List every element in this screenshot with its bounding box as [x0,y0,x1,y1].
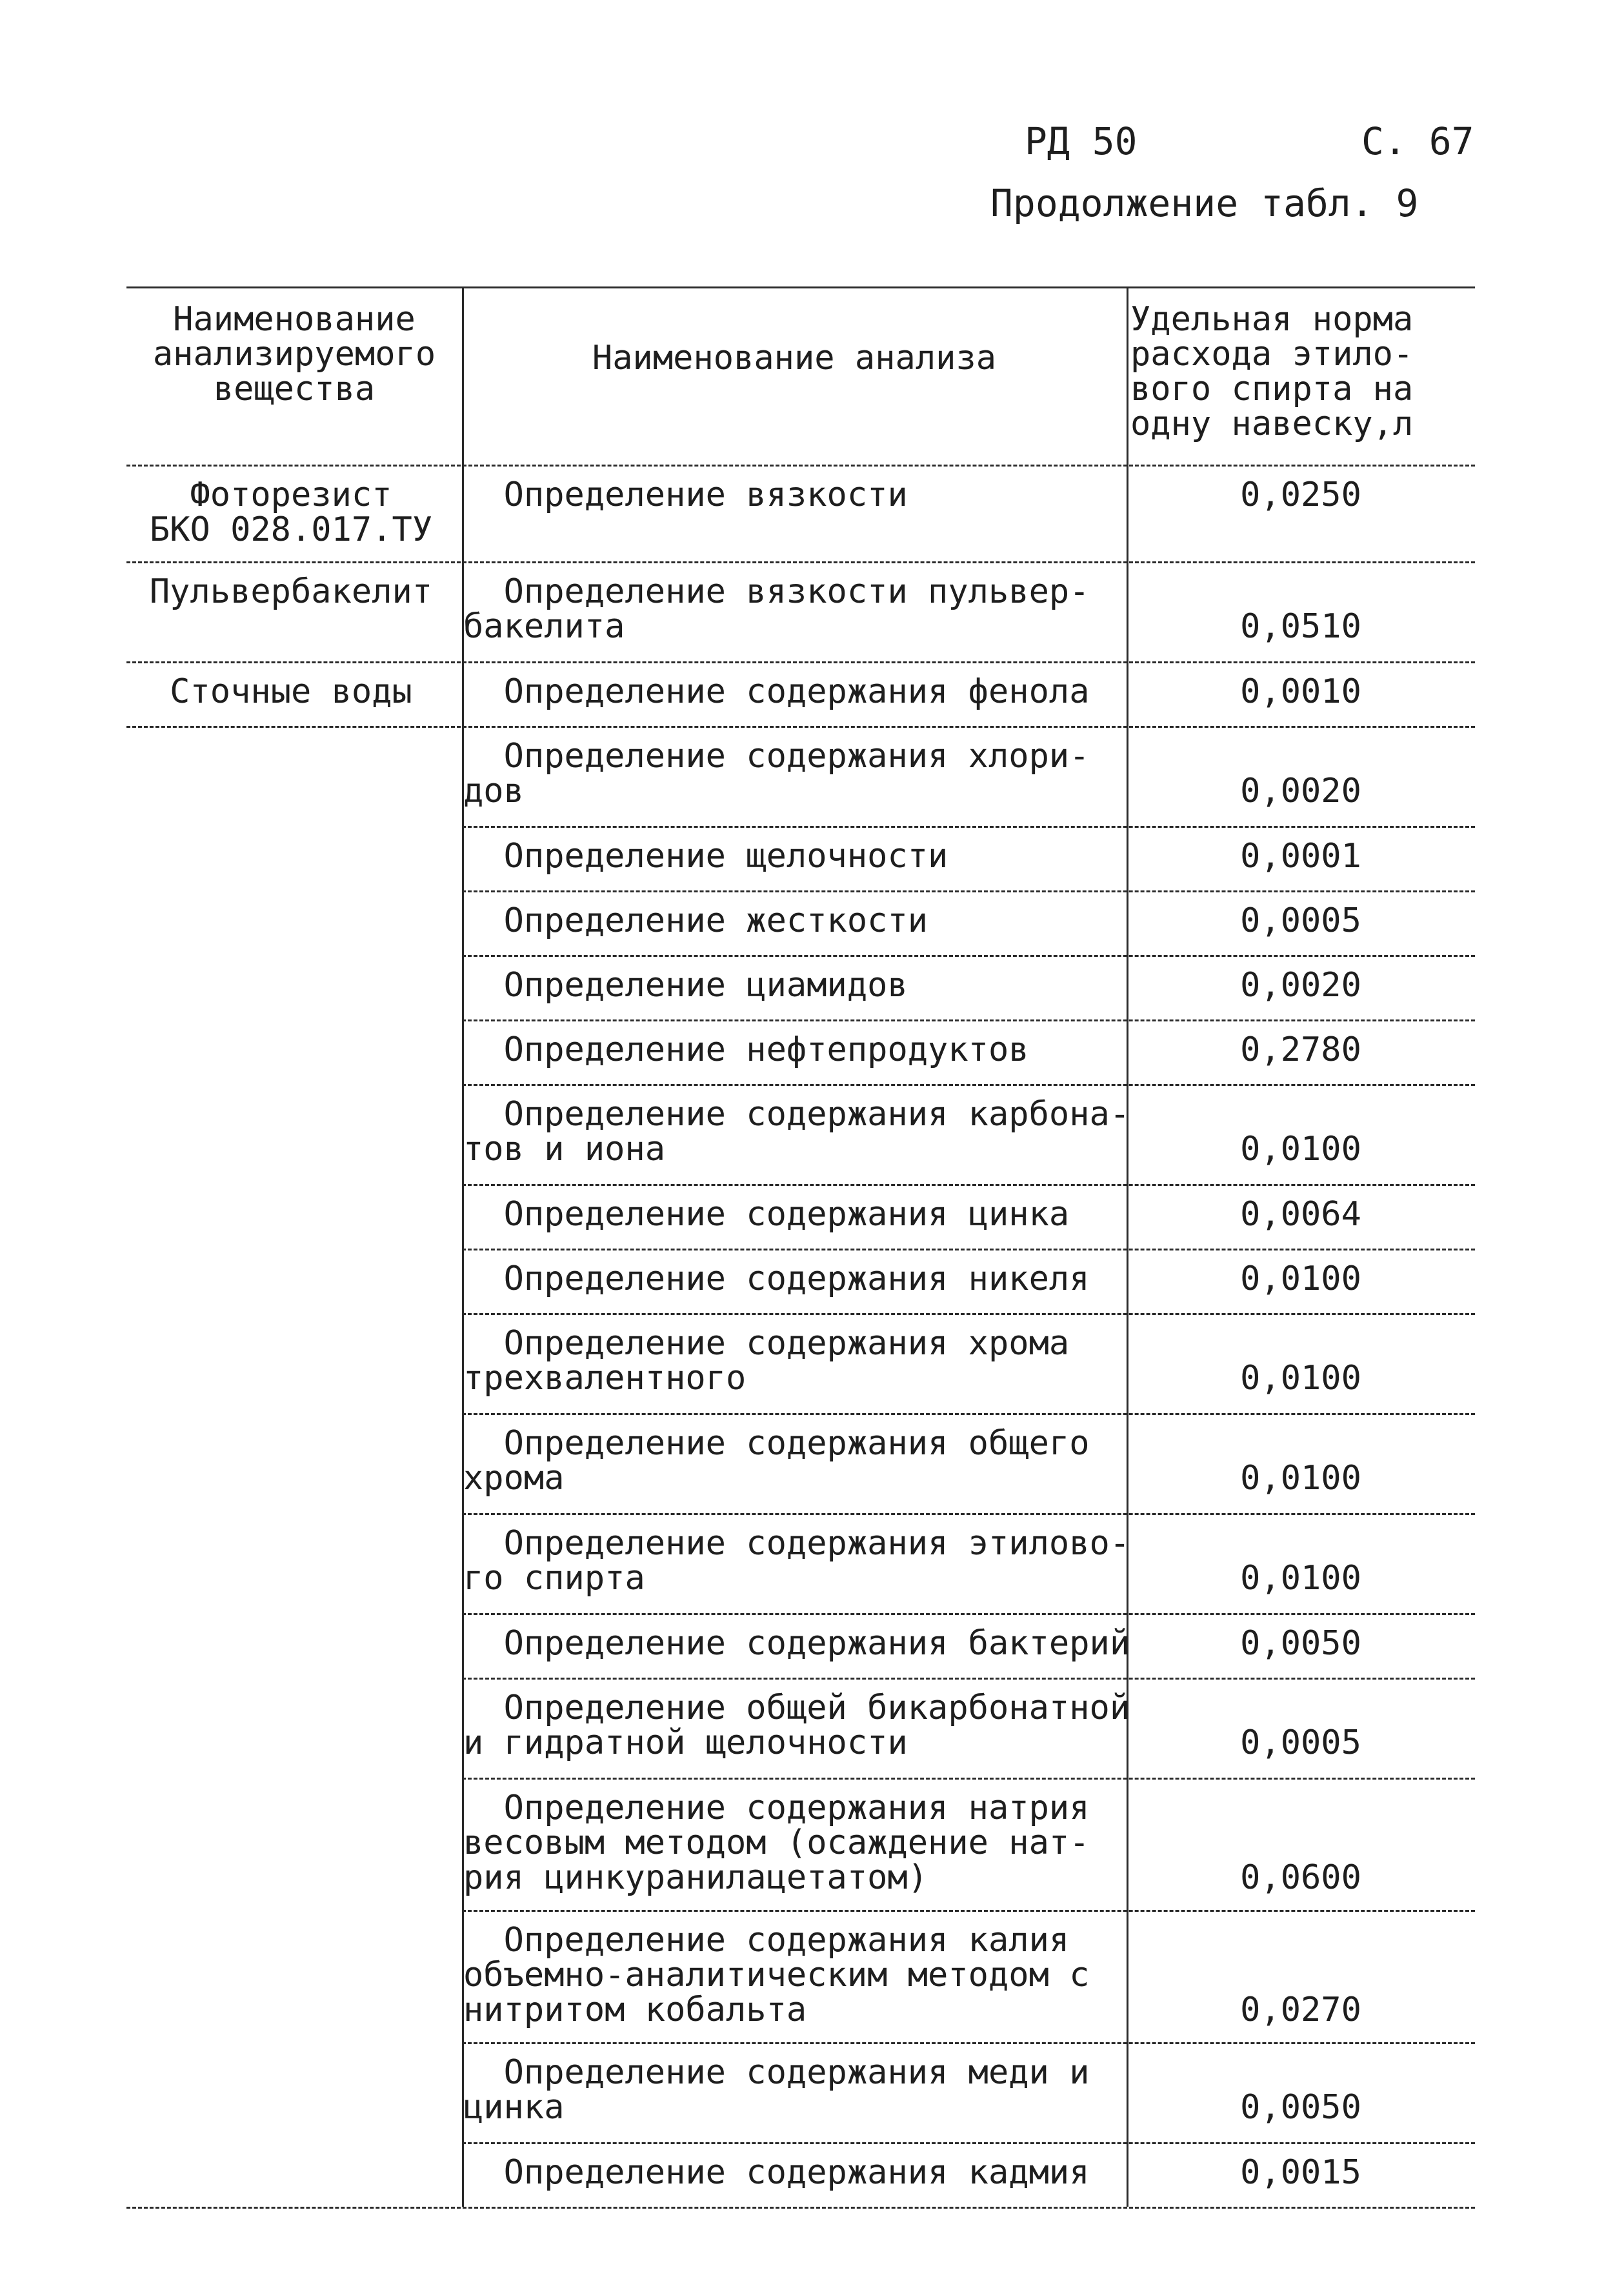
analysis-table [126,286,1475,2222]
norm-value-cell: 0,0100 [1240,1559,1361,1598]
norm-value-cell: 0,0001 [1240,837,1361,876]
column-header-2: Наименование анализа [592,339,997,377]
row-separator [126,661,1475,663]
norm-value-cell: 0,0050 [1240,1624,1361,1663]
norm-value-cell: 0,0600 [1240,1858,1361,1897]
row-separator [462,1678,1475,1680]
analysis-cell: Определение содержания этилово- го спирта [463,1524,1130,1598]
analysis-cell: Определение вязкости [463,476,908,514]
row-separator [126,726,1475,728]
analysis-cell: Определение содержания общего хрома [463,1424,1090,1498]
row-separator [462,1313,1475,1315]
row-separator [462,955,1475,957]
row-separator [462,890,1475,892]
analysis-cell: Определение жесткости [463,901,928,940]
row-separator [462,1778,1475,1780]
page-number: С. 67 [1361,119,1474,163]
row-separator [462,1513,1475,1515]
row-separator [126,561,1475,563]
analysis-cell: Определение содержания натрия весовым методом (осаждение нат- рия цинкуранилацетатом) [463,1789,1090,1897]
norm-value-cell: 0,0250 [1240,476,1361,514]
norm-value-cell: 0,0270 [1240,1991,1361,2029]
analysis-cell: Определение щелочности [463,837,948,876]
analysis-cell: Определение содержания хлори- дов [463,737,1090,810]
analysis-cell: Определение содержания карбона- тов и иона [463,1095,1130,1169]
row-separator [462,1910,1475,1912]
row-separator [462,826,1475,828]
norm-value-cell: 0,0015 [1240,2153,1361,2192]
analysis-cell: Определение содержания хрома трехвалентного [463,1324,1070,1398]
row-separator [126,2207,1475,2209]
analysis-cell: Определение нефтепродуктов [463,1030,1029,1069]
norm-value-cell: 0,0010 [1240,672,1361,711]
analysis-cell: Определение содержания никеля [463,1260,1090,1298]
header-bottom-rule [126,465,1475,467]
column-header-3: Удельная норма расхода этило- вого спирта на одну навеску,л [1130,300,1414,443]
row-separator [462,1413,1475,1415]
analysis-cell: Определение вязкости пульвер- бакелита [463,572,1090,646]
norm-value-cell: 0,0005 [1240,1723,1361,1762]
analysis-cell: Определение содержания фенола [463,672,1090,711]
table-top-rule [126,286,1475,288]
document-code: РД 50 [1025,119,1138,163]
row-separator [462,1613,1475,1615]
substance-cell: Фоторезист БКО 028.017.ТУ [149,476,433,549]
norm-value-cell: 0,0020 [1240,966,1361,1005]
analysis-cell: Определение содержания кадмия [463,2153,1090,2192]
norm-value-cell: 0,0100 [1240,1130,1361,1169]
column-divider-2 [1127,286,1128,2207]
analysis-cell: Определение циамидов [463,966,908,1005]
norm-value-cell: 0,0510 [1240,607,1361,646]
row-separator [462,1184,1475,1186]
analysis-cell: Определение содержания меди и цинка [463,2053,1090,2127]
row-separator [462,1249,1475,1250]
norm-value-cell: 0,0100 [1240,1359,1361,1398]
analysis-cell: Определение содержания калия объемно-аналитическим методом с нитритом кобальта [463,1921,1090,2029]
norm-value-cell: 0,2780 [1240,1030,1361,1069]
norm-value-cell: 0,0064 [1240,1195,1361,1234]
substance-cell: Пульвербакелит [149,572,433,611]
norm-value-cell: 0,0020 [1240,772,1361,810]
row-separator [462,2142,1475,2144]
row-separator [462,2042,1475,2044]
norm-value-cell: 0,0100 [1240,1459,1361,1498]
column-header-1: Наименование анализируемого вещества [152,300,436,408]
analysis-cell: Определение общей бикарбонатной и гидратной щелочности [463,1689,1130,1762]
row-separator [462,1019,1475,1021]
row-separator [462,1084,1475,1086]
norm-value-cell: 0,0100 [1240,1260,1361,1298]
analysis-cell: Определение содержания бактерий [463,1624,1130,1663]
norm-value-cell: 0,0050 [1240,2088,1361,2127]
table-continuation-caption: Продолжение табл. 9 [990,181,1419,225]
substance-cell: Сточные воды [170,672,412,711]
analysis-cell: Определение содержания цинка [463,1195,1070,1234]
norm-value-cell: 0,0005 [1240,901,1361,940]
